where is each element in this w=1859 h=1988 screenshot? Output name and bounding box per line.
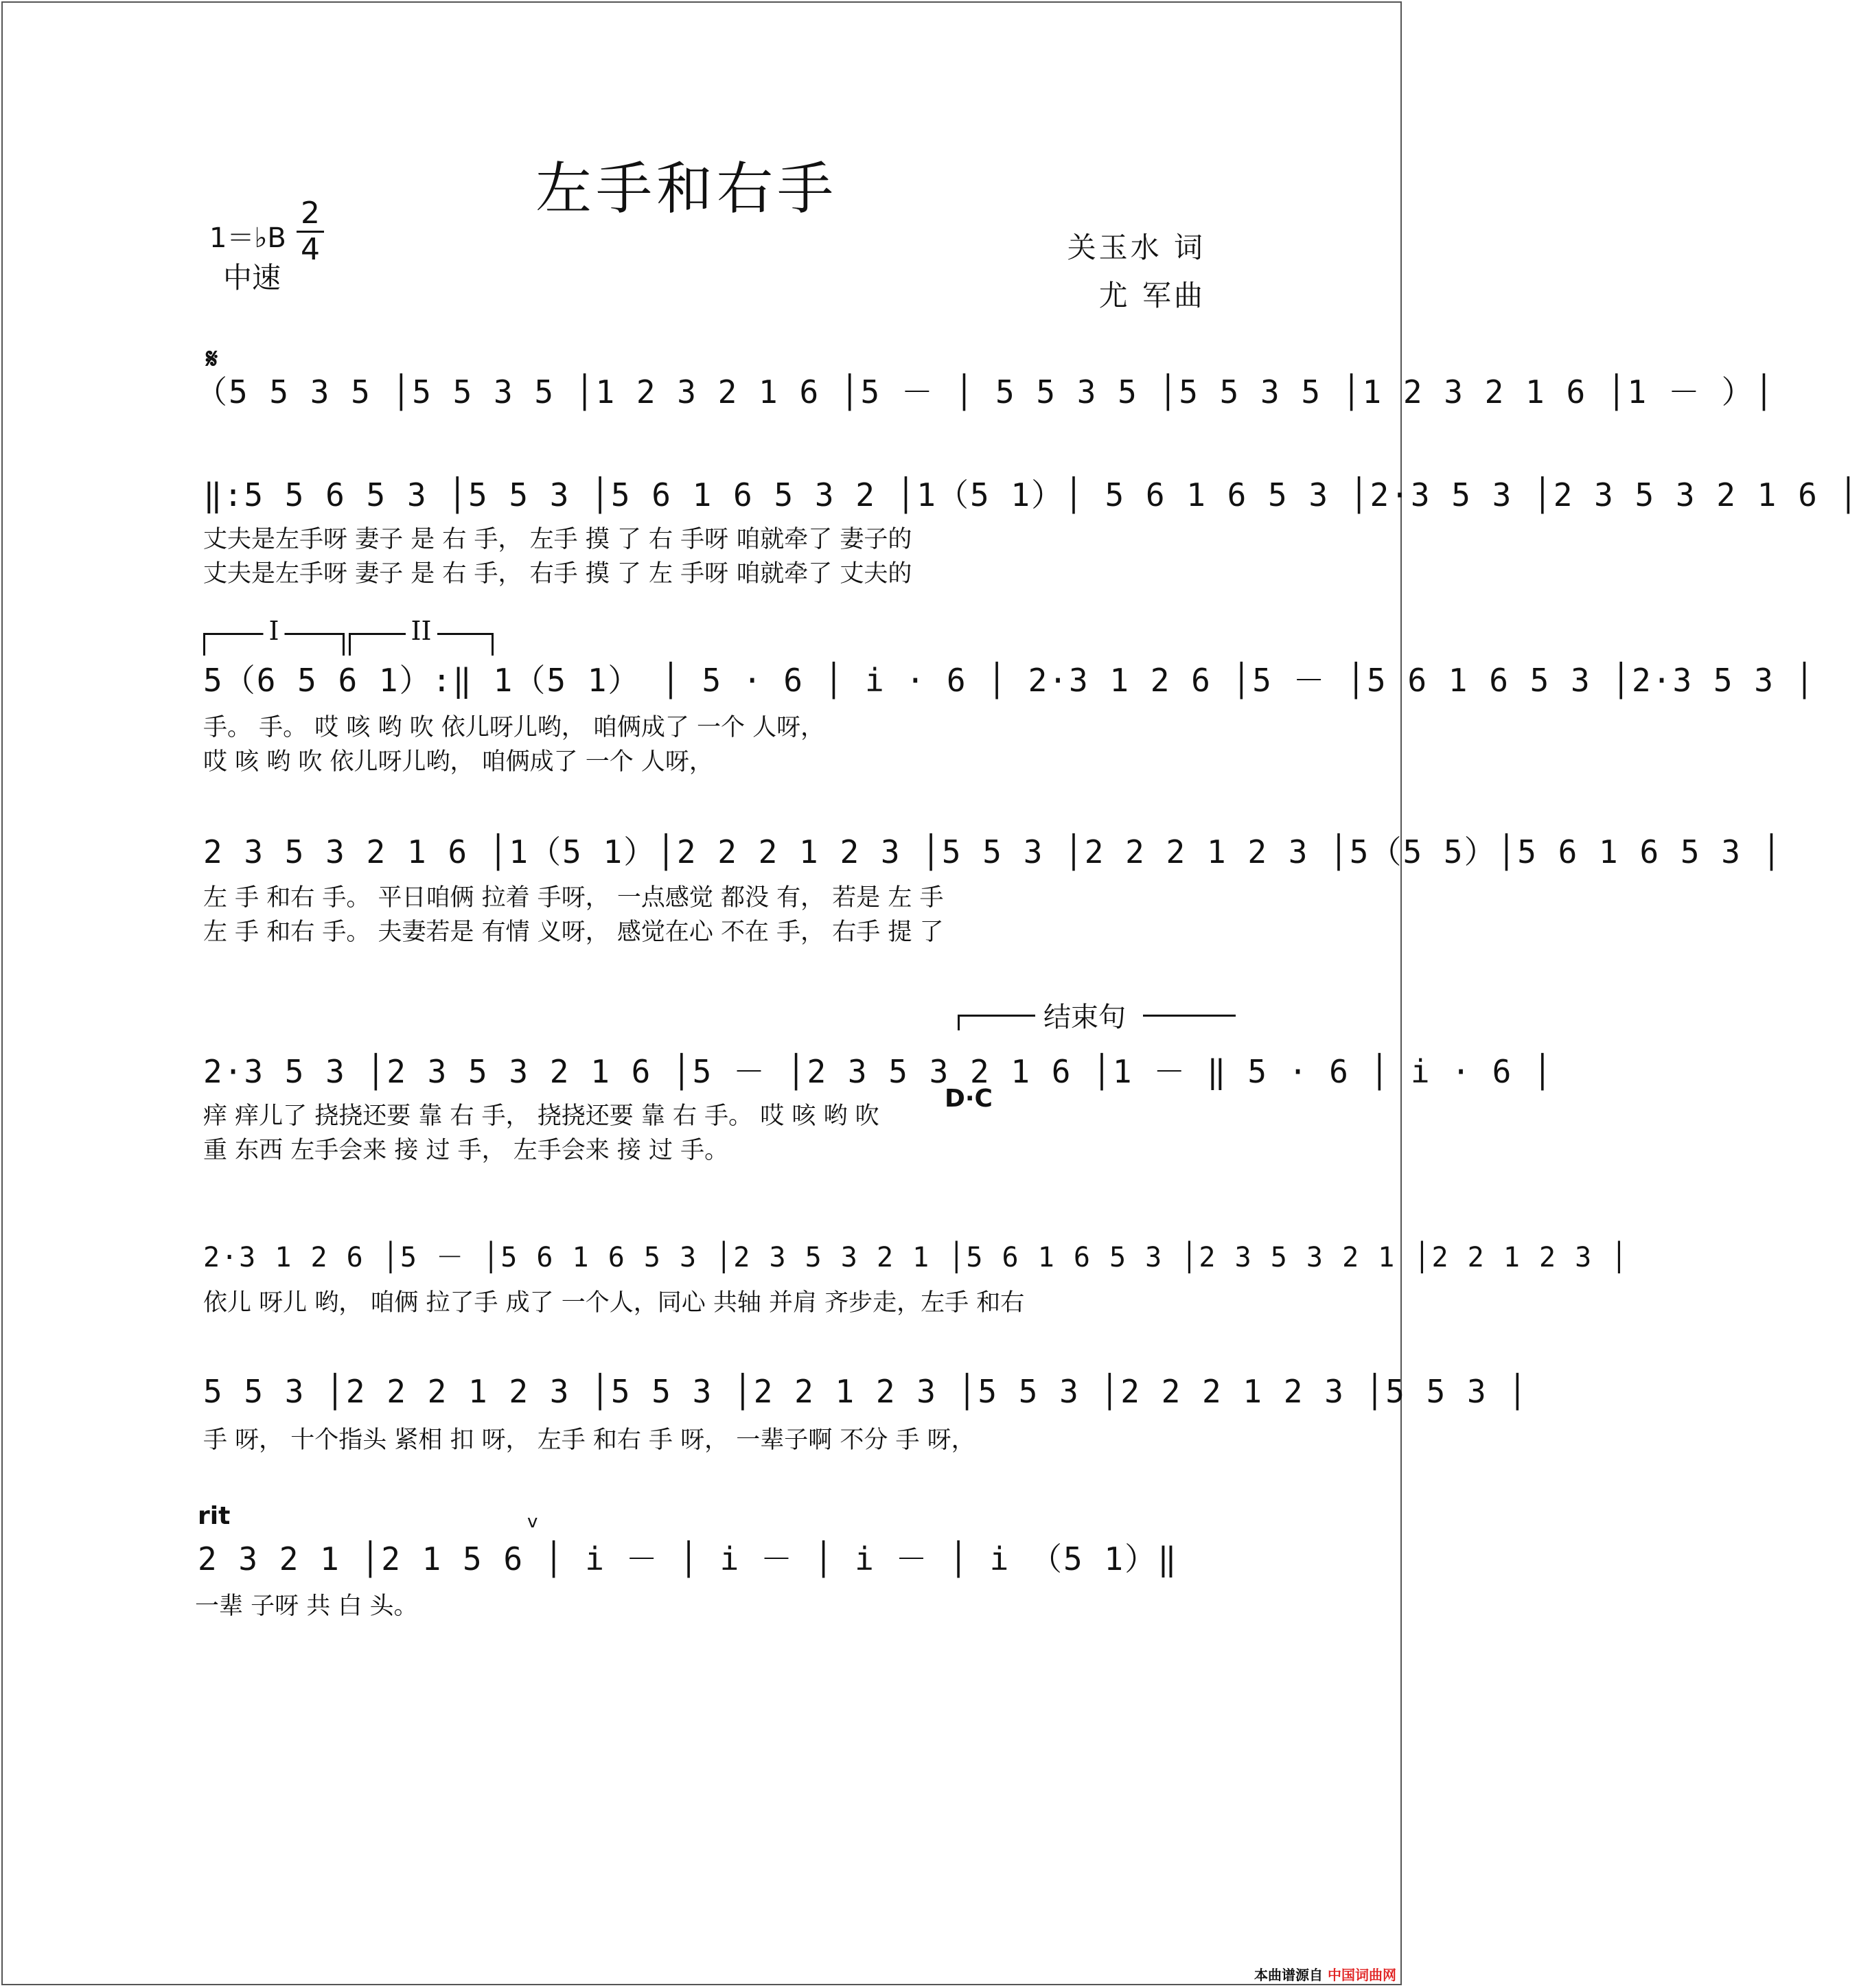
time-signature bbox=[297, 198, 324, 266]
breath-mark: v bbox=[527, 1512, 538, 1532]
time-signature-bottom: 4 bbox=[301, 232, 320, 267]
lyricist-credit: 关玉水 词 bbox=[1067, 231, 1205, 264]
source-footer bbox=[1254, 1964, 1396, 1984]
lyrics-line-4-verse-2: 左 手 和右 手。 夫妻若是 有情 义呀， 感觉在心 不在 手， 右手 提 了 bbox=[203, 918, 944, 946]
lyrics-line-5-verse-2: 重 东西 左手会来 接 过 手， 左手会来 接 过 手。 bbox=[203, 1137, 729, 1164]
lyrics-line-6: 依儿 呀儿 哟， 咱俩 拉了手 成了 一个人，同心 共轴 并肩 齐步走，左手 和右 bbox=[203, 1289, 1025, 1317]
lyrics-line-3-verse-1: 手。 手。 哎 咳 哟 吹 依儿呀儿哟， 咱俩成了 一个 人呀， bbox=[203, 714, 825, 741]
tempo-marking: 中速 bbox=[223, 261, 281, 294]
time-signature-top: 2 bbox=[301, 196, 320, 231]
notation-line-2: ‖:5 5 6 5 3 │5 5 3 │5 6 1 6 5 3 2 │1（5 1）│ 5 6 1 6 5 3 │2·3 5 3 │2 3 5 3 2 1 6 │ bbox=[203, 476, 1859, 513]
notation-line-1: （5 5 3 5 │5 5 3 5 │1 2 3 2 1 6 │5 － │ 5 5 3 5 │5 5 3 5 │1 2 3 2 1 6 │1 － ）│ bbox=[196, 373, 1775, 411]
notation-line-7: 5 5 3 │2 2 2 1 2 3 │5 5 3 │2 2 1 2 3 │5 5 3 │2 2 2 1 2 3 │5 5 3 │ bbox=[203, 1373, 1529, 1410]
ritardando-marking: rit bbox=[198, 1502, 231, 1530]
volta-label-1: I bbox=[263, 616, 284, 646]
volta-bracket-2 bbox=[349, 616, 494, 656]
ending-line-right bbox=[1143, 1015, 1236, 1017]
notation-line-8: 2 3 2 1 │2 1 5 6 │ i － │ i － │ i － │ i （5 1）‖ bbox=[198, 1540, 1178, 1577]
song-title: 左手和右手 bbox=[535, 157, 838, 222]
footer-source-text: 本曲谱源自 bbox=[1254, 1967, 1324, 1983]
lyrics-line-8: 一辈 子呀 共 白 头。 bbox=[195, 1593, 418, 1620]
lyrics-line-2-verse-2: 丈夫是左手呀 妻子 是 右 手， 右手 摸 了 左 手呀 咱就牵了 丈夫的 bbox=[203, 560, 912, 588]
lyrics-line-2-verse-1: 丈夫是左手呀 妻子 是 右 手， 左手 摸 了 右 手呀 咱就牵了 妻子的 bbox=[203, 526, 912, 553]
ending-line-left bbox=[958, 1015, 1035, 1030]
notation-line-3: 5（6 5 6 1）:‖ 1（5 1） │ 5 · 6 │ i · 6 │ 2·3 1 2 6 │5 － │5 6 1 6 5 3 │2·3 5 3 │ bbox=[203, 662, 1816, 699]
volta-bracket-1 bbox=[203, 616, 345, 656]
footer-site-link[interactable]: 中国词曲网 bbox=[1328, 1967, 1396, 1983]
lyrics-line-7: 手 呀， 十个指头 紧相 扣 呀， 左手 和右 手 呀， 一辈子啊 不分 手 呀， bbox=[203, 1426, 975, 1454]
volta-label-2: II bbox=[405, 616, 437, 646]
notation-line-5: 2·3 5 3 │2 3 5 3 2 1 6 │5 － │2 3 5 3 2 1 6 │1 － ‖ 5 · 6 │ i · 6 │ bbox=[203, 1053, 1554, 1090]
ending-label: 结束句 bbox=[1043, 1002, 1126, 1033]
lyrics-line-3-verse-2: 哎 咳 哟 吹 依儿呀儿哟， 咱俩成了 一个 人呀， bbox=[203, 748, 713, 776]
segno-sign: 𝄋 bbox=[206, 343, 218, 375]
lyrics-line-5-verse-1: 痒 痒儿了 挠挠还要 靠 右 手， 挠挠还要 靠 右 手。 哎 咳 哟 吹 bbox=[203, 1102, 879, 1130]
key-signature: 1＝♭B bbox=[209, 222, 286, 254]
notation-line-4: 2 3 5 3 2 1 6 │1（5 1）│2 2 2 1 2 3 │5 5 3 │2 2 2 1 2 3 │5（5 5）│5 6 1 6 5 3 │ bbox=[203, 833, 1783, 870]
notation-line-6: 2·3 1 2 6 │5 － │5 6 1 6 5 3 │2 3 5 3 2 1 │5 6 1 6 5 3 │2 3 5 3 2 1 │2 2 1 2 3 │ bbox=[203, 1242, 1629, 1273]
composer-credit: 尤 军曲 bbox=[1098, 279, 1205, 312]
lyrics-line-4-verse-1: 左 手 和右 手。 平日咱俩 拉着 手呀， 一点感觉 都没 有， 若是 左 手 bbox=[203, 884, 944, 912]
dc-marking: D·C bbox=[945, 1085, 993, 1113]
